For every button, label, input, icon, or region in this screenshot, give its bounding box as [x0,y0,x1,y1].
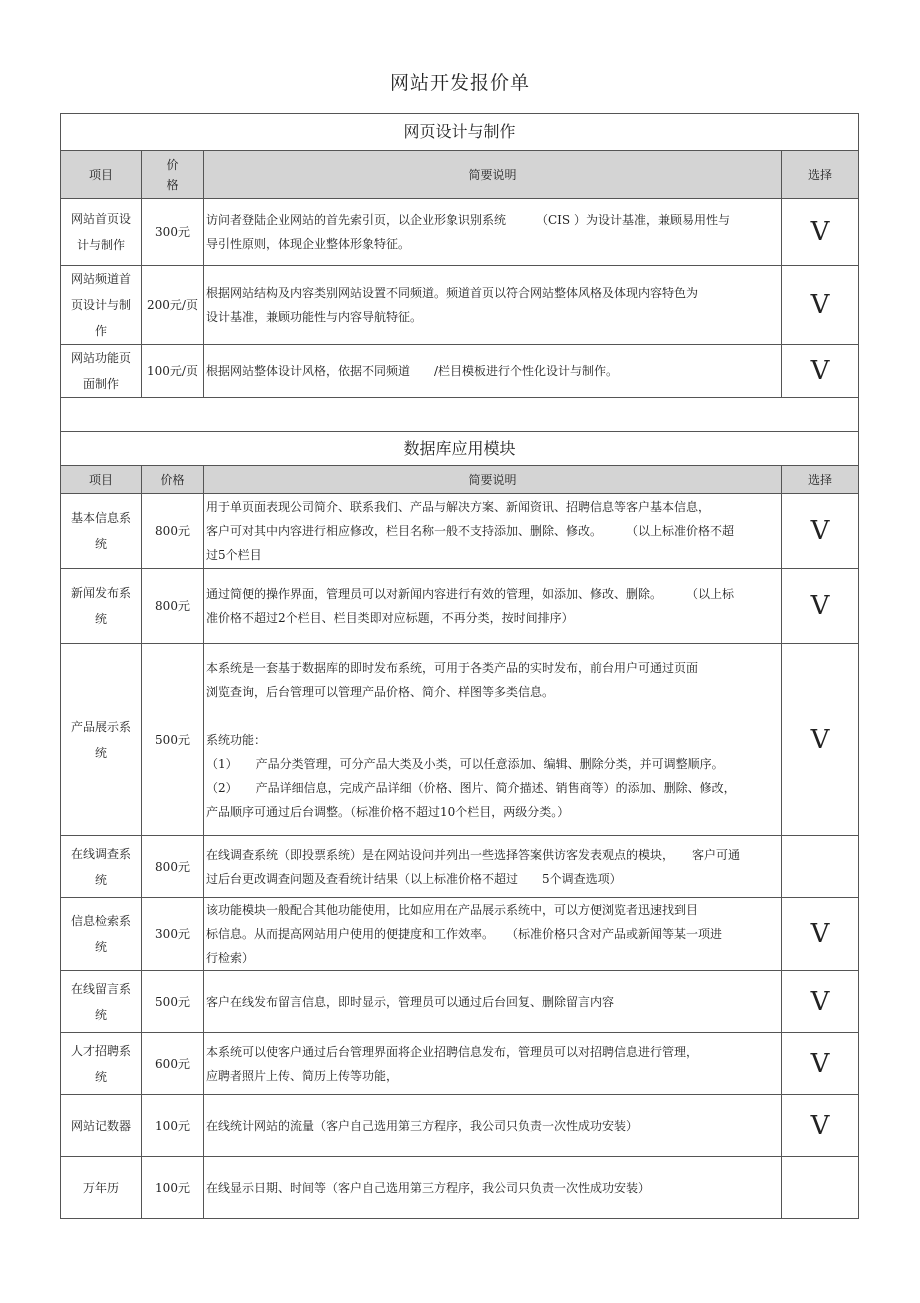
table-header-row [61,466,859,494]
select-cell [782,345,859,398]
description-line: 客户在线发布留言信息，即时显示，管理员可以通过后台回复、删除留言内容 [206,994,615,1009]
select-cell [782,898,859,971]
item-name: 网站记数器 [70,1118,131,1133]
quote-table [60,113,859,1219]
header-item-cell [61,151,142,199]
header-item-cell [61,466,142,494]
select-mark: V [810,356,830,386]
select-cell [782,199,859,266]
item-name: 新闻发布系 统 [70,586,131,626]
table-header-row [61,151,859,199]
price-cell [142,1157,204,1219]
section-title-cell [61,114,859,151]
description-line: 在线显示日期、时间等（客户自己选用第三方程序，我公司只负责一次性成功安装） [206,1180,651,1195]
price-cell [142,898,204,971]
table-row [61,644,859,836]
select-mark: V [810,986,830,1017]
price-cell [142,836,204,898]
header-price: 价 格 [166,157,179,192]
select-mark: V [810,217,830,247]
item-name-cell [61,898,142,971]
description-line: 根据网站结构及内容类别网站设置不同频道。频道首页以符合网站整体风格及体现内容特色为 [206,286,699,300]
header-desc: 简要说明 [468,472,517,487]
select-mark: V [810,1048,830,1079]
price-value: 200元/页 [147,298,198,312]
header-select: 选择 [808,472,833,487]
price-cell [142,569,204,644]
description-line: 行检索） [206,951,255,965]
description-line: 过后台更改调查问题及查看统计结果（以上标准价格不超过 5个调查选项） [206,871,622,886]
select-mark: V [810,724,830,755]
table-row [61,494,859,569]
select-cell [782,836,859,898]
item-name: 产品展示系 统 [70,719,131,760]
description-line: 过5个栏目 [206,548,262,562]
price-value: 300元 [155,225,190,239]
item-name-cell [61,971,142,1033]
select-cell [782,266,859,345]
price-cell [142,1095,204,1157]
item-name: 网站首页设 计与制作 [70,212,131,252]
description-line [206,704,779,728]
item-name-cell [61,569,142,644]
item-name: 人才招聘系 统 [70,1043,131,1084]
description-line: 客户可对其中内容进行相应修改，栏目名称一般不支持添加、删除、修改。 （以上标准价格不超 [206,524,735,538]
description-cell [204,971,782,1033]
price-value: 800元 [155,524,190,538]
description-cell [204,345,782,398]
price-value: 500元 [155,994,190,1009]
description-cell [204,1033,782,1095]
price-cell [142,266,204,345]
description-line: 应聘者照片上传、简历上传等功能， [206,1068,399,1083]
item-name-cell [61,345,142,398]
header-price-cell [142,466,204,494]
price-cell [142,1033,204,1095]
description-line: 用于单页面表现公司简介、联系我们、产品与解决方案、新闻资讯、招聘信息等客户基本信息， [206,500,711,514]
item-name: 信息检索系 统 [70,914,131,954]
header-price-cell [142,151,204,199]
item-name-cell [61,266,142,345]
description-cell [204,266,782,345]
table-row [61,1157,859,1219]
description-cell [204,836,782,898]
description-line: 准价格不超过2个栏目、栏目类即对应标题，不再分类，按时间排序） [206,611,574,625]
description-cell [204,569,782,644]
header-item: 项目 [88,167,113,182]
description-line: 产品顺序可通过后台调整。（标准价格不超过10个栏目，两级分类。） [206,804,570,819]
select-mark: V [810,516,830,546]
select-cell [782,971,859,1033]
price-value: 600元 [155,1056,190,1071]
price-cell [142,345,204,398]
description-line: 设计基准，兼顾功能性与内容导航特征。 [206,310,423,324]
select-cell [782,569,859,644]
document-title: 网站开发报价单 [389,72,530,94]
price-value: 500元 [155,732,190,747]
price-cell [142,199,204,266]
table-row [61,971,859,1033]
price-value: 800元 [155,859,190,874]
header-price: 价格 [160,472,185,487]
header-desc-cell [204,151,782,199]
item-name-cell [61,199,142,266]
item-name-cell [61,1095,142,1157]
price-cell [142,644,204,836]
description-line: 系统功能： [206,732,267,747]
description-line: （1） 产品分类管理，可分产品大类及小类，可以任意添加、编辑、删除分类，并可调整顺序。 [206,756,724,771]
header-desc-cell [204,466,782,494]
header-select-cell [782,466,859,494]
description-line: 该功能模块一般配合其他功能使用，比如应用在产品展示系统中，可以方便浏览者迅速找到目 [206,903,699,917]
item-name-cell [61,644,142,836]
price-value: 100元 [155,1118,190,1133]
select-cell [782,1157,859,1219]
select-mark: V [810,290,830,320]
header-select: 选择 [808,167,833,182]
table-row [61,836,859,898]
table-row [61,199,859,266]
description-line: 访问者登陆企业网站的首先索引页，以企业形象识别系统 （CIS ）为设计基准，兼顾易用性与 [206,213,730,227]
description-line: 在线调查系统（即投票系统）是在网站设问并列出一些选择答案供访客发表观点的模块， 客户可通 [206,847,741,862]
select-mark: V [810,919,830,949]
price-cell [142,494,204,569]
header-desc: 简要说明 [468,167,517,182]
price-value: 100元/页 [147,364,198,378]
price-cell [142,971,204,1033]
spacer-cell [61,398,859,432]
description-cell [204,898,782,971]
description-line: 标信息。从而提高网站用户使用的便捷度和工作效率。 （标准价格只含对产品或新闻等某一项进 [206,927,723,941]
section-title: 网页设计与制作 [403,122,516,141]
item-name: 在线留言系 统 [70,981,131,1022]
section-title-row [61,432,859,466]
select-cell [782,494,859,569]
item-name: 万年历 [82,1180,119,1195]
header-item: 项目 [88,472,113,487]
select-cell [782,644,859,836]
table-row [61,345,859,398]
item-name: 在线调查系 统 [70,846,131,887]
description-line: 导引性原则，体现企业整体形象特征。 [206,237,411,251]
item-name-cell [61,494,142,569]
price-value: 100元 [155,1180,190,1195]
select-cell [782,1033,859,1095]
table-row [61,569,859,644]
description-line: （2） 产品详细信息，完成产品详细（价格、图片、简介描述、销售商等）的添加、删除、修改， [206,780,736,795]
description-cell [204,199,782,266]
description-cell [204,1157,782,1219]
item-name: 网站功能页 面制作 [70,351,131,391]
item-name-cell [61,836,142,898]
description-line: 浏览查询，后台管理可以管理产品价格、简介、样图等多类信息。 [206,684,555,699]
item-name: 基本信息系 统 [70,511,131,551]
select-cell [782,1095,859,1157]
table-row [61,266,859,345]
description-line: 本系统是一套基于数据库的即时发布系统，可用于各类产品的实时发布，前台用户可通过页面 [206,660,699,675]
price-value: 300元 [155,927,190,941]
select-mark: V [810,591,830,621]
description-cell [204,494,782,569]
table-row [61,1095,859,1157]
table-row [61,898,859,971]
header-select-cell [782,151,859,199]
description-cell [204,644,782,836]
section-title-row [61,114,859,151]
description-line: 根据网站整体设计风格，依据不同频道 /栏目模板进行个性化设计与制作。 [206,364,619,378]
item-name: 网站频道首 页设计与制 作 [70,272,131,338]
select-mark: V [810,1110,830,1141]
item-name-cell [61,1157,142,1219]
description-line: 在线统计网站的流量（客户自己选用第三方程序，我公司只负责一次性成功安装） [206,1118,639,1133]
description-cell [204,1095,782,1157]
section-title-cell [61,432,859,466]
item-name-cell [61,1033,142,1095]
spacer-row [61,398,859,432]
table-row [61,1033,859,1095]
description-line: 通过简便的操作界面，管理员可以对新闻内容进行有效的管理，如添加、修改、删除。 （以上标 [206,587,735,601]
price-value: 800元 [155,599,190,613]
description-line: 本系统可以使客户通过后台管理界面将企业招聘信息发布，管理员可以对招聘信息进行管理， [206,1044,699,1059]
section-title: 数据库应用模块 [403,438,516,458]
quote-table-body [61,114,859,1219]
